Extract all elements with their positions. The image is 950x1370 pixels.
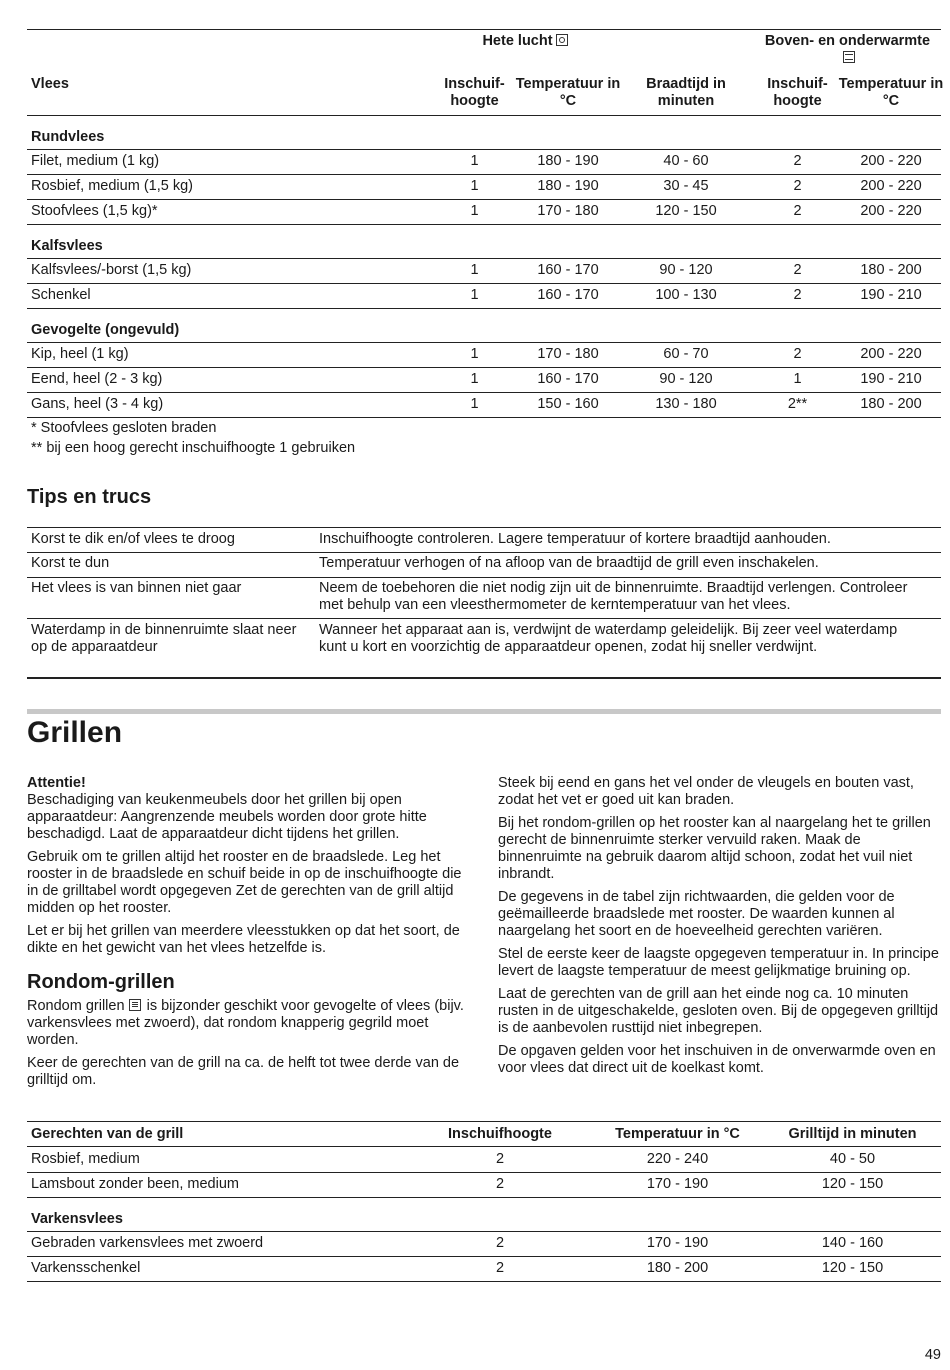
- table-cell: 130 - 180: [655, 396, 717, 412]
- table-cell: 220 - 240: [646, 1151, 709, 1167]
- table-cell: Gebraden varkensvlees met zwoerd: [31, 1235, 264, 1251]
- table-cell: 170 - 190: [646, 1235, 709, 1251]
- section-title: Gevogelte (ongevuld): [31, 322, 180, 338]
- table-cell: 170 - 180: [537, 346, 599, 362]
- table-cell: Filet, medium (1 kg): [31, 153, 160, 169]
- grill-paragraph: De gegevens in de tabel zijn richtwaarden, die gelden voor de geëmailleerde braadslede met rooster. De waarden kunnen al naargelang het soort en de hoeveelheid gerechten variëren.: [498, 889, 895, 939]
- table-cell: 190 - 210: [860, 371, 922, 387]
- rondom-paragraph-start: Rondom grillen: [27, 998, 125, 1014]
- section-title: Varkensvlees: [31, 1211, 123, 1227]
- table-cell: 180 - 190: [537, 153, 599, 169]
- section-title: Kalfsvlees: [31, 238, 103, 254]
- table-cell: 2: [793, 203, 802, 219]
- table-cell: 170 - 180: [537, 203, 599, 219]
- table-cell: 2: [495, 1151, 505, 1167]
- table-cell: 120 - 150: [821, 1176, 884, 1192]
- group-hot-air: Hete lucht: [430, 33, 620, 49]
- grill-paragraph: Let er bij het grillen van meerdere vleesstukken op dat het soort, de dikte en het gewicht van het vlees hetzelfde is.: [27, 923, 460, 956]
- tip-solution: Wanneer het apparaat aan is, verdwijnt de waterdamp geleidelijk. Bij zeer veel waterdamp kunt u kort en voorzichtig de apparaatdeur openen, zodat hij sneller verdwijnt.: [319, 622, 898, 655]
- table-cell: 1: [470, 371, 479, 387]
- attention-label: Attentie!: [27, 775, 86, 791]
- table-cell: 2: [793, 262, 802, 278]
- table-cell: Schenkel: [31, 287, 91, 303]
- rondom-paragraph-end: is bijzonder geschikt voor gevogelte of vlees (bijv. varkensvlees met zwoerd), dat rondom knapperig gegrild moet worden.: [27, 998, 464, 1048]
- page-number: 49: [924, 1347, 941, 1363]
- table-cell: 160 - 170: [537, 287, 599, 303]
- table-cell: 160 - 170: [537, 371, 599, 387]
- grill-paragraph: Steek bij eend en gans het vel onder de vleugels en bouten vast, zodat het vet er goed uit kan braden.: [498, 775, 914, 808]
- table-cell: Kip, heel (1 kg): [31, 346, 129, 362]
- table-cell: 160 - 170: [537, 262, 599, 278]
- table-cell: 150 - 160: [537, 396, 599, 412]
- col-header-temp-2: Temperatuur in °C: [838, 76, 944, 109]
- table-cell: Rosbief, medium: [31, 1151, 140, 1167]
- rondom-title: Rondom-grillen: [27, 971, 175, 993]
- table-cell: 1: [470, 396, 479, 412]
- col-header-vlees: Vlees: [31, 76, 69, 92]
- col-header-time: Braadtijd in minuten: [646, 76, 726, 109]
- table-cell: 200 - 220: [860, 153, 922, 169]
- table-cell: 2: [495, 1235, 505, 1251]
- rondom-paragraph: Keer de gerechten van de grill na ca. de helft tot twee derde van de grilltijd om.: [27, 1055, 460, 1088]
- table-cell: 1: [470, 153, 479, 169]
- table-cell: 1: [470, 178, 479, 194]
- col-header-temp-1: Temperatuur in °C: [515, 76, 621, 109]
- top-bottom-heat-icon: [843, 51, 855, 63]
- hot-air-fan-icon: [556, 34, 568, 46]
- table-cell: 100 - 130: [655, 287, 717, 303]
- grill-col-header-temp: Temperatuur in °C: [615, 1126, 740, 1142]
- table-cell: 90 - 120: [659, 262, 713, 278]
- table-cell: 1: [793, 371, 802, 387]
- table-cell: 2: [793, 346, 802, 362]
- table-cell: 170 - 190: [646, 1176, 709, 1192]
- table-cell: 1: [470, 346, 479, 362]
- attention-text: Beschadiging van keukenmeubels door het grillen bij open apparaatdeur: Aangrenzende meubels worden door grote hitte beschadigd. Laat de apparaatdeur dicht tijdens het grillen.: [27, 792, 427, 842]
- table-cell: Lamsbout zonder been, medium: [31, 1176, 239, 1192]
- tip-problem: Korst te dik en/of vlees te droog: [31, 531, 235, 547]
- grill-paragraph: Stel de eerste keer de laagste opgegeven temperatuur in. In principe levert de laagste temperatuur de meest gelijkmatige bruining op.: [498, 946, 939, 979]
- table-cell: 120 - 150: [821, 1260, 884, 1276]
- table-cell: 60 - 70: [663, 346, 709, 362]
- tip-problem: Het vlees is van binnen niet gaar: [31, 580, 242, 596]
- grill-col-header-height: Inschuifhoogte: [448, 1126, 552, 1142]
- table-cell: 2: [793, 287, 802, 303]
- tip-solution: Inschuifhoogte controleren. Lagere temperatuur of kortere braadtijd aanhouden.: [319, 531, 831, 547]
- section-title: Rundvlees: [31, 129, 105, 145]
- grill-paragraph: Laat de gerechten van de grill aan het einde nog ca. 10 minuten rusten in de uitgeschakelde, gesloten oven. Bij de opgegeven grilltijd is de aanbevolen rusttijd niet inbegrepen.: [498, 986, 939, 1036]
- table-cell: 2**: [787, 396, 808, 412]
- tip-problem: Korst te dun: [31, 555, 110, 571]
- table-cell: 190 - 210: [860, 287, 922, 303]
- footnote: ** bij een hoog gerecht inschuifhoogte 1 gebruiken: [31, 440, 356, 456]
- table-cell: 120 - 150: [655, 203, 717, 219]
- tips-title: Tips en trucs: [27, 486, 152, 508]
- table-cell: Eend, heel (2 - 3 kg): [31, 371, 163, 387]
- table-cell: Rosbief, medium (1,5 kg): [31, 178, 193, 194]
- table-cell: 200 - 220: [860, 346, 922, 362]
- table-cell: Kalfsvlees/-borst (1,5 kg): [31, 262, 192, 278]
- table-cell: 200 - 220: [860, 203, 922, 219]
- table-cell: 2: [793, 178, 802, 194]
- col-header-height-2: Inschuif-hoogte: [767, 76, 828, 109]
- table-cell: Varkensschenkel: [31, 1260, 141, 1276]
- table-cell: 180 - 200: [860, 262, 922, 278]
- grill-paragraph: Gebruik om te grillen altijd het rooster en de braadslede. Leg het rooster in de braadslede en schuif beide in op de inschuifhoogte die in de grilltabel wordt opgegeven Zet de gerechten van de grill altijd midden op het rooster.: [27, 849, 462, 916]
- table-cell: 2: [495, 1260, 505, 1276]
- table-cell: 30 - 45: [663, 178, 709, 194]
- table-cell: 90 - 120: [659, 371, 713, 387]
- grill-paragraph: De opgaven gelden voor het inschuiven in de onverwarmde oven en voor vlees dat direct uit de koelkast komt.: [498, 1043, 936, 1076]
- rondom-grill-icon: [129, 999, 141, 1011]
- table-cell: 2: [793, 153, 802, 169]
- table-cell: 200 - 220: [860, 178, 922, 194]
- grill-paragraph: Bij het rondom-grillen op het rooster kan al naargelang het te grillen gerecht de binnenruimte sterker vervuild raken. Maak de binnenruimte na gebruik daarom altijd schoon, zodat het vuil niet inbrandt.: [498, 815, 931, 882]
- table-cell: 1: [470, 287, 479, 303]
- grill-col-header-time: Grilltijd in minuten: [788, 1126, 917, 1142]
- table-cell: Gans, heel (3 - 4 kg): [31, 396, 164, 412]
- table-cell: 40 - 50: [829, 1151, 876, 1167]
- tip-solution: Temperatuur verhogen of na afloop van de braadtijd de grill even inschakelen.: [319, 555, 819, 571]
- table-cell: 140 - 160: [821, 1235, 884, 1251]
- tip-problem: Waterdamp in de binnenruimte slaat neer op de apparaatdeur: [31, 622, 297, 655]
- tip-solution: Neem de toebehoren die niet nodig zijn uit de binnenruimte. Braadtijd verlengen. Controleer met behulp van een vleesthermometer de kerntemperatuur van het vlees.: [319, 580, 908, 613]
- table-cell: 180 - 190: [537, 178, 599, 194]
- grill-title: Grillen: [27, 716, 123, 749]
- table-cell: 180 - 200: [646, 1260, 709, 1276]
- table-cell: 1: [470, 203, 479, 219]
- table-cell: 2: [495, 1176, 505, 1192]
- col-header-height-1: Inschuif-hoogte: [444, 76, 505, 109]
- table-cell: 180 - 200: [860, 396, 922, 412]
- table-cell: 1: [470, 262, 479, 278]
- grill-col-header-dish: Gerechten van de grill: [31, 1126, 184, 1142]
- group-top-bottom: Boven- en onderwarmte: [760, 33, 935, 67]
- table-cell: Stoofvlees (1,5 kg)*: [31, 203, 158, 219]
- footnote: * Stoofvlees gesloten braden: [31, 420, 217, 436]
- table-cell: 40 - 60: [663, 153, 709, 169]
